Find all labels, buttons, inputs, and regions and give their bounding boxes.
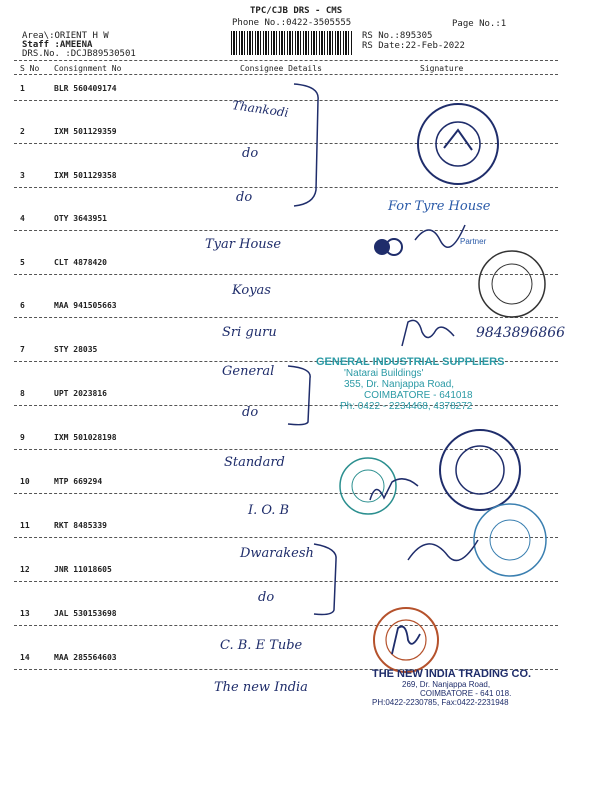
general-industrial-stamp bbox=[316, 356, 516, 430]
new-india-trading-stamp bbox=[372, 668, 552, 732]
handwriting-general: General bbox=[222, 364, 275, 379]
row-sno: 5 bbox=[20, 258, 25, 267]
col-sno: S No bbox=[20, 64, 40, 73]
nitc-city: COIMBATORE - 641 018. bbox=[420, 689, 512, 698]
nitc-name: THE NEW INDIA TRADING CO. bbox=[372, 668, 532, 680]
divider bbox=[14, 60, 558, 61]
row-consignment-no: MAA 285564603 bbox=[54, 653, 117, 662]
page-number: Page No.:1 bbox=[452, 19, 507, 29]
row-sno: 10 bbox=[20, 477, 30, 486]
col-consignment: Consignment No bbox=[54, 64, 122, 73]
signature-tyre-house bbox=[410, 215, 470, 255]
handwriting-dwarakesh: Dwarakesh bbox=[240, 546, 314, 561]
row-sno: 12 bbox=[20, 565, 30, 574]
handwriting-do: do bbox=[236, 190, 253, 205]
gis-building: 'Natarai Buildings' bbox=[344, 368, 424, 379]
signature-iob bbox=[364, 470, 424, 510]
gis-address: 355, Dr. Nanjappa Road, bbox=[344, 379, 455, 390]
row-sno: 4 bbox=[20, 214, 25, 223]
nitc-phone: PH:0422-2230785, Fax:0422-2231948 bbox=[372, 698, 509, 707]
divider bbox=[14, 74, 558, 75]
row-consignment-no: BLR 560409174 bbox=[54, 84, 117, 93]
tyre-house-partner: Partner bbox=[460, 237, 487, 246]
area-label: Area\:ORIENT H W bbox=[22, 31, 109, 41]
bracket-mark bbox=[310, 540, 350, 620]
handwriting-koyas: Koyas bbox=[232, 283, 271, 298]
rs-number: RS No.:895305 bbox=[362, 31, 433, 41]
signature-dwarakesh bbox=[398, 520, 488, 580]
row-sno: 13 bbox=[20, 609, 30, 618]
gis-name: GENERAL INDUSTRIAL SUPPLIERS bbox=[316, 356, 505, 368]
drs-title: TPC/CJB DRS - CMS bbox=[250, 6, 343, 16]
row-divider bbox=[14, 581, 558, 582]
handwriting-phone: 9843896866 bbox=[476, 325, 566, 341]
row-consignment-no: JAL 530153698 bbox=[54, 609, 117, 618]
bracket-mark bbox=[290, 80, 330, 210]
row-sno: 6 bbox=[20, 301, 25, 310]
row-divider bbox=[14, 625, 558, 626]
row-sno: 8 bbox=[20, 389, 25, 398]
row-consignment-no: IXM 501129359 bbox=[54, 127, 117, 136]
row-sno: 1 bbox=[20, 84, 25, 93]
handwriting-standard: Standard bbox=[224, 455, 285, 470]
row-sno: 7 bbox=[20, 345, 25, 354]
row-consignment-no: RKT 8485339 bbox=[54, 521, 107, 530]
signature-cbe-tube bbox=[386, 620, 426, 660]
staff-label: Staff :AMEENA bbox=[22, 40, 93, 50]
row-sno: 3 bbox=[20, 171, 25, 180]
row-consignment-no: IXM 501028198 bbox=[54, 433, 117, 442]
handwriting-do: do bbox=[242, 405, 259, 420]
handwriting-cbe-tube: C. B. E Tube bbox=[220, 638, 303, 653]
tyre-house-logo bbox=[370, 238, 404, 256]
row-consignment-no: OTY 3643951 bbox=[54, 214, 107, 223]
row-consignment-no: JNR 11018605 bbox=[54, 565, 112, 574]
nitc-address: 269, Dr. Nanjappa Road, bbox=[402, 680, 491, 689]
row-consignment-no: STY 28035 bbox=[54, 345, 98, 354]
drs-number: DRS.No. :DCJB89530501 bbox=[22, 49, 136, 59]
row-consignment-no: UPT 2023816 bbox=[54, 389, 107, 398]
gis-phone: Ph: 0422 - 2234468, 4378272 bbox=[340, 401, 473, 412]
row-consignment-no: CLT 4878420 bbox=[54, 258, 107, 267]
handwriting-iob: I. O. B bbox=[248, 503, 290, 518]
row-sno: 2 bbox=[20, 127, 25, 136]
handwriting-thankodi: Thankodi bbox=[231, 98, 290, 120]
handwriting-do: do bbox=[258, 590, 275, 605]
handwriting-tyre-house: Tyar House bbox=[205, 237, 282, 252]
row-consignment-no: MTP 669294 bbox=[54, 477, 103, 486]
row-sno: 14 bbox=[20, 653, 30, 662]
row-sno: 11 bbox=[20, 521, 30, 530]
round-stamp-thankodi bbox=[414, 100, 502, 188]
tyre-house-stamp-text: For Tyre House bbox=[388, 199, 491, 214]
rs-date: RS Date:22-Feb-2022 bbox=[362, 41, 465, 51]
round-stamp-koyas bbox=[476, 248, 548, 320]
row-consignment-no: MAA 941505663 bbox=[54, 301, 117, 310]
row-consignment-no: IXM 501129358 bbox=[54, 171, 117, 180]
gis-city: COIMBATORE - 641018 bbox=[364, 390, 473, 401]
handwriting-sriguru: Sri guru bbox=[222, 325, 277, 340]
col-consignee: Consignee Details bbox=[240, 64, 322, 73]
handwriting-do: do bbox=[242, 146, 259, 161]
col-signature: Signature bbox=[420, 64, 464, 73]
signature-sriguru bbox=[398, 316, 458, 350]
handwriting-new-india: The new India bbox=[214, 680, 308, 695]
row-sno: 9 bbox=[20, 433, 25, 442]
row-divider bbox=[14, 230, 558, 231]
barcode bbox=[231, 31, 353, 55]
phone-number: Phone No.:0422-3505555 bbox=[232, 18, 352, 28]
